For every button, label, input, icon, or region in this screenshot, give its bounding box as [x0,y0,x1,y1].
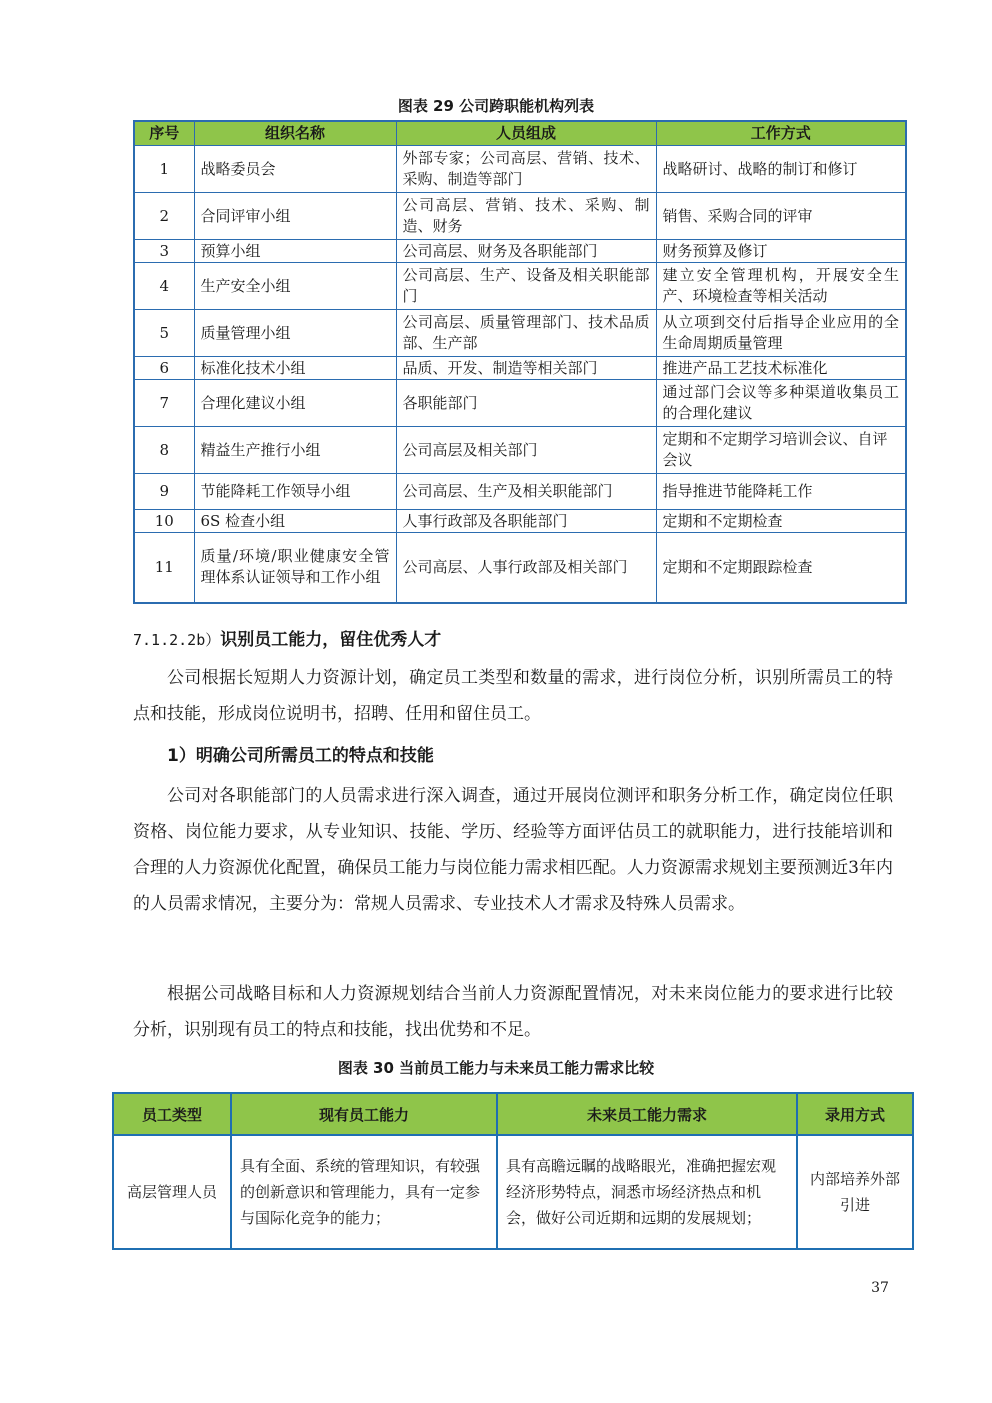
org-name: 战略委员会 [194,146,396,193]
section-number: 7.1.2.2b） [133,631,221,649]
row-index: 11 [134,533,194,603]
row-index: 10 [134,510,194,533]
work-mode: 建立安全管理机构，开展安全生产、环境检查等相关活动 [656,263,906,310]
org-name: 质量管理小组 [194,310,396,357]
employee-type: 高层管理人员 [113,1135,231,1249]
header-cell: 工作方式 [656,121,906,146]
sub-heading: 1）明确公司所需员工的特点和技能 [167,746,434,766]
members: 公司高层、营销、技术、采购、制造、财务 [396,193,656,240]
members: 公司高层、人事行政部及相关部门 [396,533,656,603]
row-index: 9 [134,474,194,510]
org-name: 质量/环境/职业健康安全管理体系认证领导和工作小组 [194,533,396,603]
table-row [134,357,906,380]
cross-functional-table [133,120,907,604]
members: 外部专家；公司高层、营销、技术、采购、制造等部门 [396,146,656,193]
row-index: 4 [134,263,194,310]
future-requirement: 具有高瞻远瞩的战略眼光，准确把握宏观经济形势特点，洞悉市场经济热点和机会，做好公司近期和远期的发展规划； [497,1135,797,1249]
members: 公司高层、质量管理部门、技术品质部、生产部 [396,310,656,357]
members: 品质、开发、制造等相关部门 [396,357,656,380]
org-name: 精益生产推行小组 [194,427,396,474]
work-mode: 指导推进节能降耗工作 [656,474,906,510]
page-number: 37 [871,1280,889,1296]
row-index: 7 [134,380,194,427]
table-row [134,510,906,533]
table-row [134,474,906,510]
table-row [134,193,906,240]
section-heading [133,627,441,653]
current-ability: 具有全面、系统的管理知识，有较强的创新意识和管理能力，具有一定参与国际化竞争的能力； [231,1135,497,1249]
header-cell: 未来员工能力需求 [497,1093,797,1135]
work-mode: 财务预算及修订 [656,240,906,263]
header-cell: 员工类型 [113,1093,231,1135]
work-mode: 定期和不定期跟踪检查 [656,533,906,603]
capability-comparison-table [112,1092,914,1250]
row-index: 2 [134,193,194,240]
header-cell: 组织名称 [194,121,396,146]
org-name: 标准化技术小组 [194,357,396,380]
header-cell: 现有员工能力 [231,1093,497,1135]
table-row [134,263,906,310]
table-row [134,146,906,193]
table29-caption: 图表 29 公司跨职能机构列表 [397,97,595,115]
row-index: 3 [134,240,194,263]
work-mode: 通过部门会议等多种渠道收集员工的合理化建议 [656,380,906,427]
work-mode: 战略研讨、战略的制订和修订 [656,146,906,193]
work-mode: 销售、采购合同的评审 [656,193,906,240]
header-cell: 录用方式 [797,1093,913,1135]
header-cell: 序号 [134,121,194,146]
work-mode: 定期和不定期检查 [656,510,906,533]
work-mode: 定期和不定期学习培训会议、自评会议 [656,427,906,474]
row-index: 5 [134,310,194,357]
org-name: 生产安全小组 [194,263,396,310]
row-index: 1 [134,146,194,193]
table-row [113,1135,913,1249]
paragraph: 公司根据长短期人力资源计划，确定员工类型和数量的需求，进行岗位分析，识别所需员工的特点和技能，形成岗位说明书，招聘、任用和留住员工。 [133,668,893,724]
members: 公司高层、生产、设备及相关职能部门 [396,263,656,310]
members: 各职能部门 [396,380,656,427]
header-cell: 人员组成 [396,121,656,146]
members: 公司高层及相关部门 [396,427,656,474]
table-row [134,380,906,427]
work-mode: 推进产品工艺技术标准化 [656,357,906,380]
hiring-method: 内部培养外部引进 [797,1135,913,1249]
paragraph: 公司对各职能部门的人员需求进行深入调查，通过开展岗位测评和职务分析工作，确定岗位任职资格、岗位能力要求，从专业知识、技能、学历、经验等方面评估员工的就职能力，进行技能培训和合理的人力资源优化配置，确保员工能力与岗位能力需求相匹配。人力资源需求规划主要预测近3年内的人员需求情况，主要分为：常规人员需求、专业技术人才需求及特殊人员需求。 [133,786,893,914]
work-mode: 从立项到交付后指导企业应用的全生命周期质量管理 [656,310,906,357]
members: 人事行政部及各职能部门 [396,510,656,533]
org-name: 节能降耗工作领导小组 [194,474,396,510]
table-row [134,533,906,603]
members: 公司高层、生产及相关职能部门 [396,474,656,510]
org-name: 6S 检查小组 [194,510,396,533]
table-row [134,240,906,263]
table30-caption: 图表 30 当前员工能力与未来员工能力需求比较 [337,1059,655,1077]
row-index: 6 [134,357,194,380]
table-header-row [134,121,906,146]
table-header-row [113,1093,913,1135]
org-name: 合理化建议小组 [194,380,396,427]
org-name: 预算小组 [194,240,396,263]
paragraph: 根据公司战略目标和人力资源规划结合当前人力资源配置情况，对未来岗位能力的要求进行比较分析，识别现有员工的特点和技能，找出优势和不足。 [133,984,893,1040]
members: 公司高层、财务及各职能部门 [396,240,656,263]
section-title: 识别员工能力，留住优秀人才 [220,630,442,650]
table-row [134,427,906,474]
org-name: 合同评审小组 [194,193,396,240]
row-index: 8 [134,427,194,474]
table-row [134,310,906,357]
